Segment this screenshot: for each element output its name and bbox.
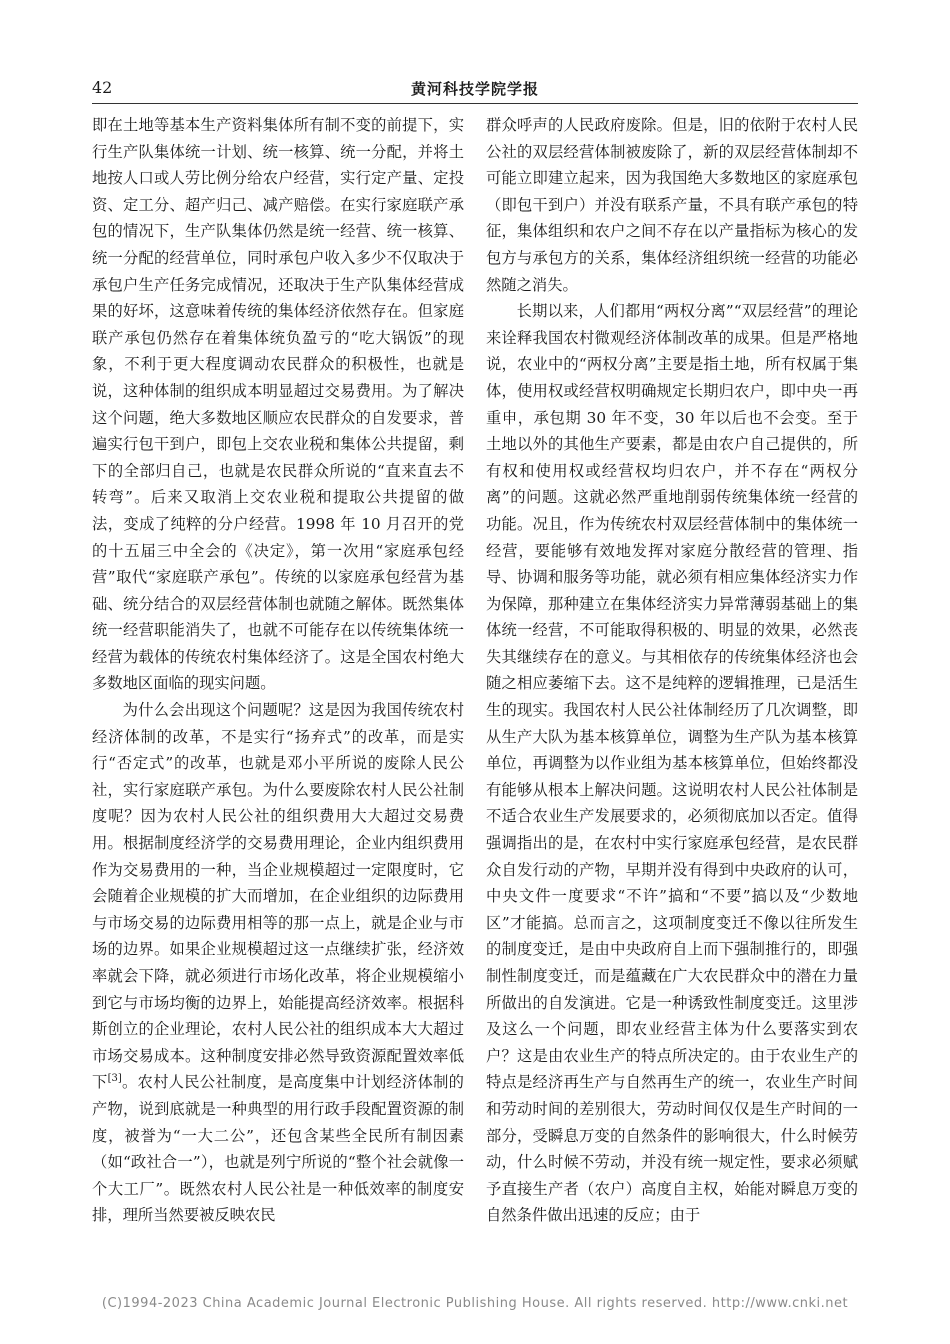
header-rule	[92, 103, 858, 104]
page-number: 42	[92, 78, 113, 97]
paragraph	[92, 697, 464, 1229]
right-column	[486, 112, 858, 1229]
paragraph-text: 为什么会出现这个问题呢？这是因为我国传统农村经济体制的改革，不是实行“扬弃式”的改革，而是实行“否定式”的改革，也就是邓小平所说的废除人民公社，实行家庭联产承包。为什么要废除农村人民公社制度呢？因为农村人民公社的组织费用大大超过交易费用。根据制度经济学的交易费用理论，企业内组织费用作为交易费用的一种，当企业规模超过一定限度时，它会随着企业规模的扩大而增加，在企业组织的边际费用与市场交易的边际费用相等的那一点上，就是企业与市场的边界。如果企业规模超过这一点继续扩张，经济效率就会下降，就必须进行市场化改革，将企业规模缩小到它与市场均衡的边界上，始能提高经济效率。根据科斯创立的企业理论，农村人民公社的组织成本大大超过市场交易成本。这种制度安排必然导致资源配置效率低下	[92, 701, 464, 1092]
citation-ref[interactable]: [3]	[107, 1073, 122, 1085]
journal-title: 黄河科技学院学报	[410, 80, 539, 98]
copyright-footer: (C)1994-2023 China Academic Journal Electronic Publishing House. All rights reserved. http://www.cnki.net	[101, 1296, 849, 1311]
page-header	[92, 72, 858, 102]
paragraph: 即在土地等基本生产资料集体所有制不变的前提下，实行生产队集体统一计划、统一核算、统一分配，并将土地按人口或人劳比例分给农户经营，实行定产量、定投资、定工分、超产归己、减产赔偿。在实行家庭联产承包的情况下，生产队集体仍然是统一经营、统一核算、统一分配的经营单位，同时承包户收入多少不仅取决于承包户生产任务完成情况，还取决于生产队集体经营成果的好坏，这意味着传统的集体经济依然存在。但家庭联产承包仍然存在着集体统负盈亏的“吃大锅饭”的现象，不利于更大程度调动农民群众的积极性，也就是说，这种体制的组织成本明显超过交易费用。为了解决这个问题，绝大多数地区顺应农民群众的自发要求，普遍实行包干到户，即包上交农业税和集体公共提留，剩下的全部归自己，也就是农民群众所说的“直来直去不转弯”。后来又取消上交农业税和提取公共提留的做法，变成了纯粹的分户经营。1998 年 10 月召开的党的十五届三中全会的《决定》，第一次用“家庭承包经营”取代“家庭联产承包”。传统的以家庭承包经营为基础、统分结合的双层经营体制也就随之解体。既然集体统一经营职能消失了，也就不可能存在以传统集体统一经营为载体的传统农村集体经济了。这是全国农村绝大多数地区面临的现实问题。	[92, 116, 464, 693]
paragraph-text: 。农村人民公社制度，是高度集中计划经济体制的产物，说到底就是一种典型的用行政手段配置资源的制度，被誉为“一大二公”，还包含某些全民所有制因素（如“政社合一”），也就是列宁所说的“整个社会就像一个大工厂”。既然农村人民公社是一种低效率的制度安排，理所当然要被反映农民	[92, 1073, 464, 1225]
left-column	[92, 112, 464, 1229]
paragraph: 群众呼声的人民政府废除。但是，旧的依附于农村人民公社的双层经营体制被废除了，新的双层经营体制却不可能立即建立起来，因为我国绝大多数地区的家庭承包（即包干到户）并没有联系产量，不具有联产承包的特征，集体组织和农户之间不存在以产量指标为核心的发包方与承包方的关系，集体经济组织统一经营的功能必然随之消失。	[486, 116, 858, 294]
paragraph: 长期以来，人们都用“两权分离”“双层经营”的理论来诠释我国农村微观经济体制改革的成果。但是严格地说，农业中的“两权分离”主要是指土地，所有权属于集体，使用权或经营权明确规定长期归农户，即中央一再重申，承包期 30 年不变，30 年以后也不会变。至于土地以外的其他生产要素，都是由农户自己提供的，所有权和使用权或经营权均归农户，并不存在“两权分离”的问题。这就必然严重地削弱传统集体统一经营的功能。况且，作为传统农村双层经营体制中的集体统一经营，要能够有效地发挥对家庭分散经营的管理、指导、协调和服务等功能，就必须有相应集体经济实力作为保障，那种建立在集体经济实力异常薄弱基础上的集体统一经营，不可能取得积极的、明显的效果，必然丧失其继续存在的意义。与其相依存的传统集体经济也会随之相应萎缩下去。这不是纯粹的逻辑推理，已是活生生的现实。我国农村人民公社体制经历了几次调整，即从生产大队为基本核算单位，调整为生产队为基本核算单位，再调整为以作业组为基本核算单位，但始终都没有能够从根本上解决问题。这说明农村人民公社体制是不适合农业生产发展要求的，必须彻底加以否定。值得强调指出的是，在农村中实行家庭承包经营，是农民群众自发行动的产物，早期并没有得到中央政府的认可，中央文件一度要求“不许”搞和“不要”搞以及“少数地区”才能搞。总而言之，这项制度变迁不像以往所发生的制度变迁，是由中央政府自上而下强制推行的，即强制性制度变迁，而是蕴藏在广大农民群众中的潜在力量所做出的自发演进。它是一种诱致性制度变迁。这里涉及这么一个问题，即农业经营主体为什么要落实到农户？这是由农业生产的特点所决定的。由于农业生产的特点是经济再生产与自然再生产的统一，农业生产时间和劳动时间的差别很大，劳动时间仅仅是生产时间的一部分，受瞬息万变的自然条件的影响很大，什么时候劳动，什么时候不劳动，并没有统一规定性，要求必须赋予直接生产者（农户）高度自主权，始能对瞬息万变的自然条件做出迅速的反应；由于	[486, 302, 858, 1225]
